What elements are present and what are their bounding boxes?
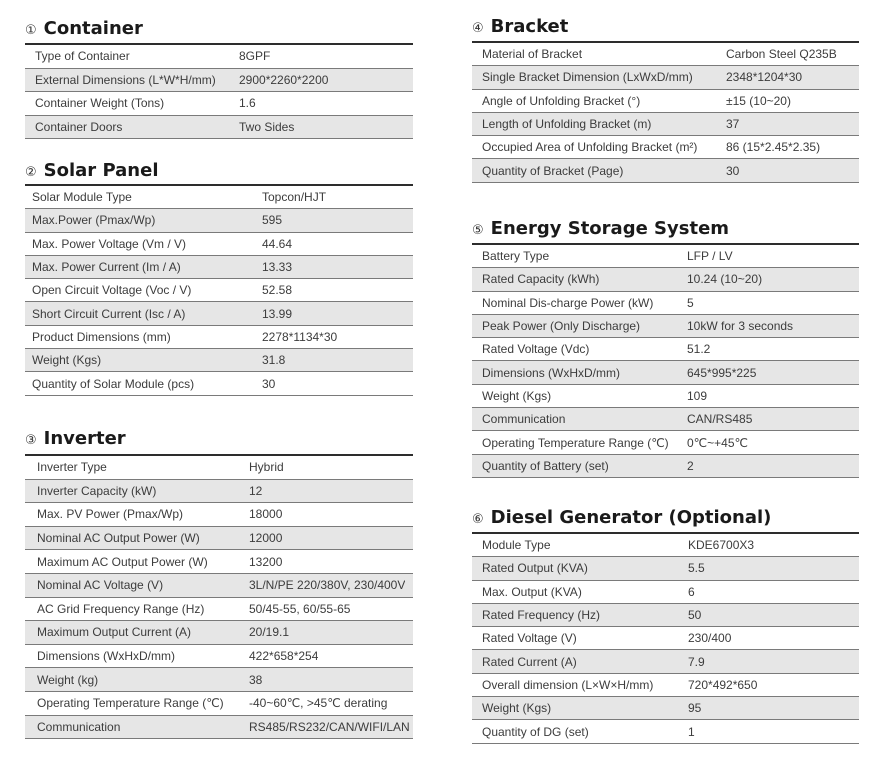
table-row [472,534,859,557]
row-label: Solar Module Type [32,190,132,205]
row-label: Max. Power Current (Im / A) [32,260,181,275]
row-label: Rated Capacity (kWh) [482,272,600,287]
row-label: Angle of Unfolding Bracket (°) [482,93,641,108]
row-label: Weight (Kgs) [482,388,552,403]
table-row [25,92,413,116]
row-value: 30 [262,376,276,391]
row-label: Weight (kg) [37,672,99,687]
row-value: -40~60℃, >45℃ derating [249,696,388,711]
row-value: 422*658*254 [249,649,319,664]
table-row [472,557,859,580]
table-row [472,315,859,338]
table-row [25,349,413,372]
section-container [25,18,413,139]
row-label: Max. Output (KVA) [482,584,582,599]
section-title-text: Diesel Generator (Optional) [490,507,772,528]
row-value: 5 [687,295,694,310]
table-row [472,268,859,291]
table-row [472,245,859,268]
row-value: ±15 (10~20) [726,93,791,108]
row-label: Weight (Kgs) [482,701,552,716]
section-title [472,507,859,532]
table-row [25,233,413,256]
row-value: 5.5 [688,561,705,576]
section-inverter [25,428,413,739]
solar-panel-table [25,184,413,396]
row-value: 13.99 [262,306,293,321]
section-title [25,160,413,184]
section-title [25,428,413,454]
table-row [25,186,413,209]
row-label: External Dimensions (L*W*H/mm) [35,72,216,87]
row-value: 720*492*650 [688,677,758,692]
row-label: Single Bracket Dimension (LxWxD/mm) [482,70,693,85]
section-title-text: Energy Storage System [490,218,730,239]
row-value: 95 [688,701,702,716]
row-value: 595 [262,213,283,228]
row-value: 1.6 [239,96,256,111]
table-row [472,338,859,361]
section-number: ① [25,23,37,38]
section-title-text: Solar Panel [43,160,159,181]
table-row [25,279,413,302]
row-value: 50/45-55, 60/55-65 [249,601,351,616]
row-value: 7.9 [688,654,705,669]
row-value: 13200 [249,554,283,569]
section-number: ③ [25,433,37,448]
section-title [472,218,859,243]
row-value: 86 (15*2.45*2.35) [726,140,821,155]
row-value: 12 [249,483,263,498]
table-row [25,456,413,480]
table-row [472,90,859,113]
row-label: Rated Voltage (Vdc) [482,342,590,357]
section-title-text: Bracket [490,16,569,37]
row-value: 51.2 [687,342,711,357]
row-value: 0℃~+45℃ [687,435,748,450]
section-number: ④ [472,21,484,36]
row-value: 44.64 [262,236,293,251]
row-label: Inverter Type [37,460,107,475]
row-label: Occupied Area of Unfolding Bracket (m²) [482,140,698,155]
row-label: Nominal Dis-charge Power (kW) [482,295,654,310]
table-row [472,66,859,89]
row-value: 645*995*225 [687,365,757,380]
table-row [472,292,859,315]
table-row [472,627,859,650]
row-value: 109 [687,388,708,403]
row-value: 230/400 [688,631,732,646]
table-row [25,480,413,504]
table-row [25,256,413,279]
table-row [25,45,413,69]
table-row [25,302,413,325]
table-row [25,69,413,93]
row-value: 1 [688,724,695,739]
table-row [472,697,859,720]
section-title [472,16,859,41]
row-label: Container Weight (Tons) [35,96,165,111]
row-label: Nominal AC Output Power (W) [37,531,200,546]
row-value: Two Sides [239,119,295,134]
row-value: 52.58 [262,283,293,298]
row-label: Rated Current (A) [482,654,577,669]
row-value: 2348*1204*30 [726,70,803,85]
section-number: ⑥ [472,512,484,527]
row-label: Inverter Capacity (kW) [37,483,157,498]
bracket-table [472,41,859,183]
table-row [472,720,859,743]
table-row [25,574,413,598]
row-label: Battery Type [482,249,550,264]
table-row [472,650,859,673]
row-value: 6 [688,584,695,599]
row-value: 8GPF [239,49,271,64]
table-row [25,326,413,349]
row-label: Open Circuit Voltage (Voc / V) [32,283,192,298]
row-label: Quantity of Bracket (Page) [482,163,624,178]
row-label: Peak Power (Only Discharge) [482,319,641,334]
table-row [25,372,413,395]
row-label: Rated Voltage (V) [482,631,577,646]
section-diesel-generator [472,507,859,744]
row-value: 38 [249,672,263,687]
row-label: Max. Power Voltage (Vm / V) [32,236,187,251]
table-row [472,136,859,159]
row-value: KDE6700X3 [688,538,755,553]
row-value: 31.8 [262,353,286,368]
row-value: Carbon Steel Q235B [726,47,837,62]
row-label: Rated Output (KVA) [482,561,588,576]
row-value: 12000 [249,531,283,546]
section-title [25,18,413,43]
row-value: 10kW for 3 seconds [687,319,794,334]
row-label: Max. PV Power (Pmax/Wp) [37,507,184,522]
row-value: 13.33 [262,260,293,275]
row-value: 37 [726,117,740,132]
section-number: ⑤ [472,223,484,238]
table-row [472,159,859,182]
table-row [25,621,413,645]
row-label: Nominal AC Voltage (V) [37,578,164,593]
row-label: Communication [482,412,566,427]
row-label: Product Dimensions (mm) [32,329,171,344]
row-label: Overall dimension (L×W×H/mm) [482,677,654,692]
row-value: 2900*2260*2200 [239,72,329,87]
row-label: Operating Temperature Range (℃) [37,696,224,711]
row-label: Module Type [482,538,551,553]
table-row [472,113,859,136]
row-label: Max.Power (Pmax/Wp) [32,213,156,228]
row-value: 20/19.1 [249,625,290,640]
row-value: 10.24 (10~20) [687,272,763,287]
row-value: CAN/RS485 [687,412,753,427]
section-number: ② [25,165,37,180]
row-label: Maximum Output Current (A) [37,625,192,640]
inverter-table [25,454,413,739]
row-label: Communication [37,719,121,734]
row-value: 50 [688,608,702,623]
table-row [472,581,859,604]
diesel-generator-table [472,532,859,744]
table-row [25,550,413,574]
table-row [25,716,413,740]
row-label: Short Circuit Current (Isc / A) [32,306,186,321]
table-row [472,408,859,431]
row-value: Topcon/HJT [262,190,327,205]
section-solar-panel [25,160,413,396]
section-title-text: Inverter [43,428,126,449]
table-row [25,209,413,232]
container-table [25,43,413,139]
table-row [472,361,859,384]
row-label: Quantity of Battery (set) [482,458,609,473]
table-row [25,503,413,527]
row-label: Weight (Kgs) [32,353,102,368]
row-value: LFP / LV [687,249,733,264]
row-value: 18000 [249,507,283,522]
row-label: Maximum AC Output Power (W) [37,554,208,569]
table-row [472,674,859,697]
row-value: 30 [726,163,740,178]
row-label: Rated Frequency (Hz) [482,608,601,623]
table-row [25,668,413,692]
table-row [472,604,859,627]
table-row [25,598,413,622]
table-row [25,527,413,551]
row-label: Dimensions (WxHxD/mm) [482,365,620,380]
energy-storage-table [472,243,859,478]
row-label: AC Grid Frequency Range (Hz) [37,601,205,616]
row-value: 2 [687,458,694,473]
row-label: Quantity of Solar Module (pcs) [32,376,195,391]
row-label: Length of Unfolding Bracket (m) [482,117,652,132]
section-bracket [472,16,859,183]
row-label: Operating Temperature Range (℃) [482,435,669,450]
table-row [472,431,859,454]
row-label: Dimensions (WxHxD/mm) [37,649,175,664]
table-row [472,385,859,408]
table-row [25,645,413,669]
row-value: 2278*1134*30 [262,329,338,344]
table-row [25,116,413,140]
section-energy-storage [472,218,859,478]
row-value: 3L/N/PE 220/380V, 230/400V [249,578,406,593]
row-label: Type of Container [35,49,130,64]
table-row [25,692,413,716]
section-title-text: Container [43,18,143,39]
row-label: Container Doors [35,119,123,134]
row-label: Quantity of DG (set) [482,724,589,739]
row-label: Material of Bracket [482,47,583,62]
table-row [472,455,859,478]
table-row [472,43,859,66]
row-value: Hybrid [249,460,284,475]
row-value: RS485/RS232/CAN/WIFI/LAN [249,719,410,734]
